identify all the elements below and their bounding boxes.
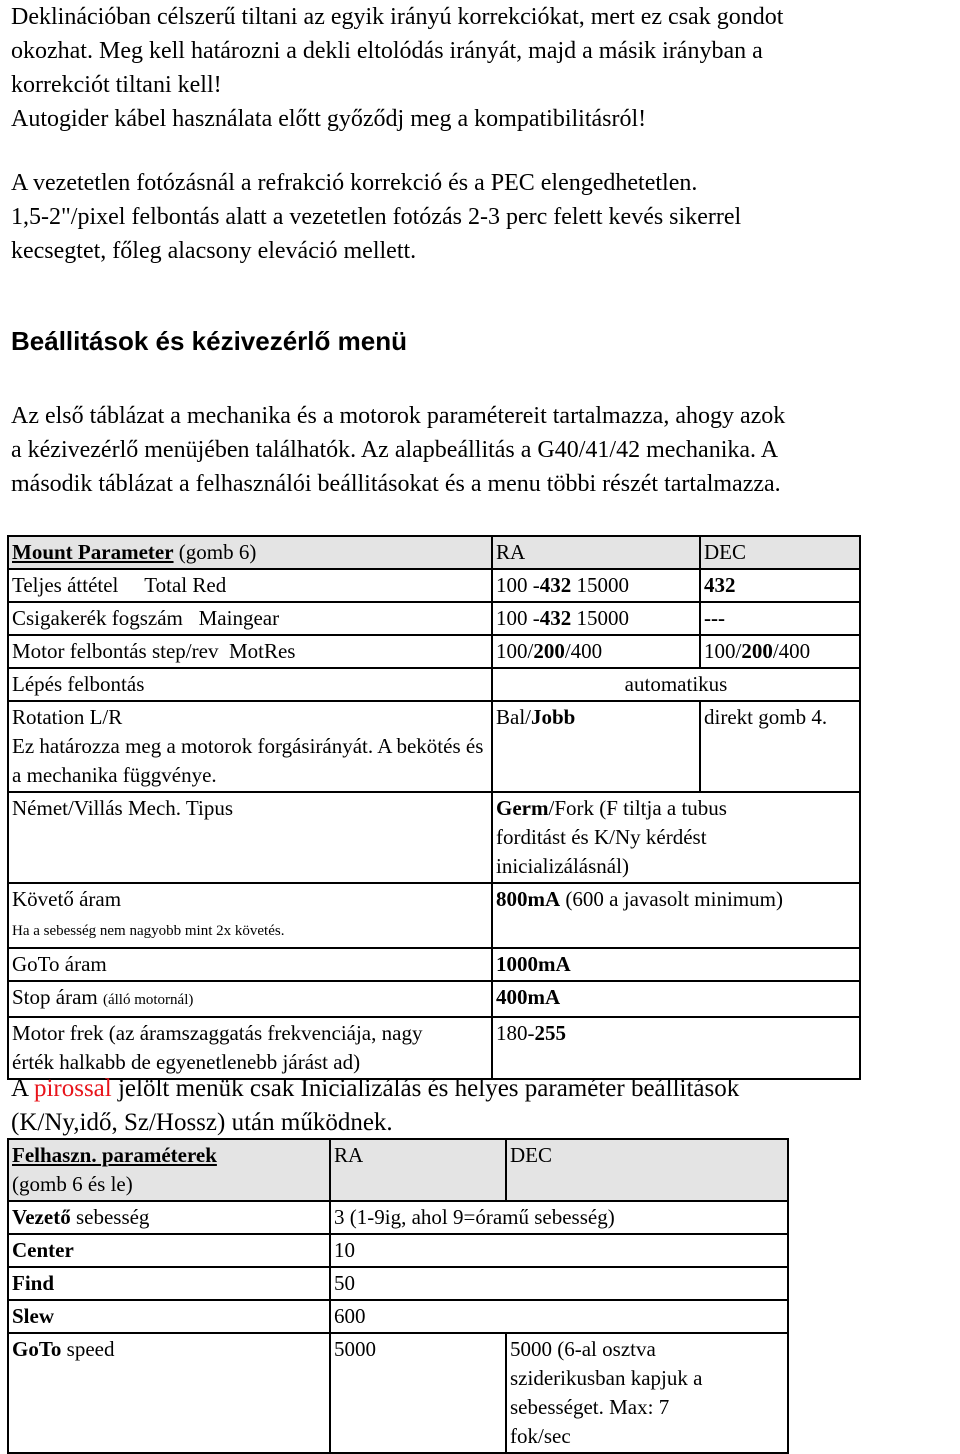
table-row xyxy=(8,635,860,668)
table-header-row xyxy=(8,536,860,569)
cell-text: Mount Parameter xyxy=(12,540,174,564)
table-cell: Csigakerék fogszám Maingear xyxy=(8,602,492,635)
cell-text: 255 xyxy=(534,1021,566,1045)
table-cell xyxy=(8,883,492,948)
table-cell: Center xyxy=(8,1234,330,1267)
cell-text: Ez határozza meg a motorok forgásirányát. A bekötés és a mechanika függvénye. xyxy=(12,734,484,787)
table-cell xyxy=(8,1333,330,1453)
table-cell xyxy=(8,1201,330,1234)
cell-text: 100 - xyxy=(496,606,540,630)
table-cell: 5000 (6-al osztva sziderikusban kapjuk a sebességet. Max: 7 fok/sec xyxy=(506,1333,788,1453)
cell-text: /400 xyxy=(772,639,811,663)
table-cell: Slew xyxy=(8,1300,330,1333)
table-cell xyxy=(8,981,492,1017)
cell-text: Követő áram xyxy=(12,887,122,911)
intro-paragraph-1: Deklinációban célszerű tiltani az egyik irányú korrekciókat, mert ez csak gondot okozhat. Meg kell határozni a dekli eltolódás irányát, majd a másik irányban a korrekciót tiltani kell! Autogider kábel használata előtt győződj meg a kompatibilitásról! xyxy=(11,4,784,132)
header-cell-ra: RA xyxy=(330,1139,506,1201)
cell-text: /Fork (F tiltja a tubus forditást és K/Ny kérdést inicializálásnál) xyxy=(496,796,727,878)
table-cell: 400mA xyxy=(492,981,860,1017)
cell-text: 15000 xyxy=(571,573,629,597)
cell-text: speed xyxy=(61,1337,115,1361)
cell-text: 100/ xyxy=(704,639,742,663)
cell-text: (álló motornál) xyxy=(102,992,194,1008)
cell-text: Germ xyxy=(496,796,549,820)
cell-text: sebesség xyxy=(70,1205,150,1229)
intro-paragraph-2: A vezetetlen fotózásnál a refrakció korrekció és a PEC elengedhetetlen. 1,5-2"/pixel felbontás alatt a vezetetlen fotózás 2-3 perc felett kevés sikerrel kecsegtet, főleg alacsony eleváció mellett. xyxy=(11,170,742,264)
cell-text: Vezető xyxy=(12,1205,71,1229)
table-cell: Motor frek (az áramszaggatás frekvenciája, nagy érték halkabb de egyenetlenebb járást ad) xyxy=(8,1017,492,1079)
cell-text: Stop áram xyxy=(12,985,103,1009)
table-cell: direkt gomb 4. xyxy=(700,701,860,792)
table-cell xyxy=(492,1017,860,1079)
cell-text: GoTo xyxy=(12,1337,62,1361)
red-menu-note: A pirossal jelölt menük csak Inicializálás és helyes paraméter beállitások (K/Ny,idő, Sz/Hossz) után működnek. xyxy=(11,1075,740,1136)
table-cell: 3 (1-9ig, ahol 9=óramű sebesség) xyxy=(330,1201,788,1234)
table-row xyxy=(8,1333,788,1453)
table-row xyxy=(8,1234,788,1267)
table-cell xyxy=(8,701,492,792)
cell-text: 180- xyxy=(496,1021,535,1045)
table-cell: 432 xyxy=(700,569,860,602)
cell-text: 432 xyxy=(539,606,572,630)
header-cell-ra: RA xyxy=(492,536,700,569)
cell-text: (600 a javasolt minimum) xyxy=(560,887,783,911)
table-cell: automatikus xyxy=(492,668,860,701)
table-row xyxy=(8,1201,788,1234)
table-row xyxy=(8,1017,860,1079)
table-row xyxy=(8,602,860,635)
table-cell: 1000mA xyxy=(492,948,860,981)
table-row xyxy=(8,981,860,1017)
cell-text: Rotation L/R xyxy=(12,705,123,729)
user-parameter-table xyxy=(7,1138,789,1454)
cell-text: (gomb 6 és le) xyxy=(12,1172,133,1196)
header-cell-dec: DEC xyxy=(506,1139,788,1201)
cell-text: 100/ xyxy=(496,639,534,663)
table-cell xyxy=(492,569,700,602)
cell-text: Ha a sebesség nem nagyobb mint 2x követés. xyxy=(12,923,285,939)
cell-text: 200 xyxy=(533,639,565,663)
table-cell: 10 xyxy=(330,1234,788,1267)
table-cell xyxy=(700,635,860,668)
cell-text: Bal/ xyxy=(496,705,531,729)
cell-text: 432 xyxy=(539,573,572,597)
header-cell-dec: DEC xyxy=(700,536,860,569)
cell-text: 800mA xyxy=(496,887,561,911)
table-row xyxy=(8,701,860,792)
table-cell: Lépés felbontás xyxy=(8,668,492,701)
table-cell: GoTo áram xyxy=(8,948,492,981)
cell-text: (gomb 6) xyxy=(173,540,257,564)
header-cell-parameter xyxy=(8,536,492,569)
table-cell xyxy=(492,883,860,948)
table-cell xyxy=(492,602,700,635)
table-cell: Német/Villás Mech. Tipus xyxy=(8,792,492,883)
table-row xyxy=(8,668,860,701)
table-cell: --- xyxy=(700,602,860,635)
cell-text: Jobb xyxy=(531,705,576,729)
table-row xyxy=(8,1267,788,1300)
mount-parameter-table xyxy=(7,535,861,1080)
table-row xyxy=(8,883,860,948)
cell-text: /400 xyxy=(564,639,603,663)
table-cell xyxy=(492,701,700,792)
cell-text: Felhaszn. paraméterek xyxy=(12,1143,217,1167)
cell-text: 100 - xyxy=(496,573,540,597)
table-cell: 600 xyxy=(330,1300,788,1333)
cell-text: 200 xyxy=(741,639,773,663)
section-paragraph: Az első táblázat a mechanika és a motorok paramétereit tartalmazza, ahogy azok a kézivezérlő menüjében találhatók. Az alapbeállitás a G40/41/42 mechanika. A második táblázat a felhasználói beállitásokat és a menu többi részét tartalmazza. xyxy=(11,403,786,497)
table-cell xyxy=(492,635,700,668)
table-header-row xyxy=(8,1139,788,1201)
header-cell-parameter xyxy=(8,1139,330,1201)
table-cell: Motor felbontás step/rev MotRes xyxy=(8,635,492,668)
table-row xyxy=(8,1300,788,1333)
table-cell xyxy=(492,792,860,883)
table-row xyxy=(8,792,860,883)
table-row xyxy=(8,948,860,981)
cell-text: 15000 xyxy=(571,606,629,630)
section-heading: Beállitások és kézivezérlő menü xyxy=(11,326,407,356)
table-cell: 50 xyxy=(330,1267,788,1300)
table-cell: 5000 xyxy=(330,1333,506,1453)
table-cell: Find xyxy=(8,1267,330,1300)
table-row xyxy=(8,569,860,602)
table-cell: Teljes áttétel Total Red xyxy=(8,569,492,602)
